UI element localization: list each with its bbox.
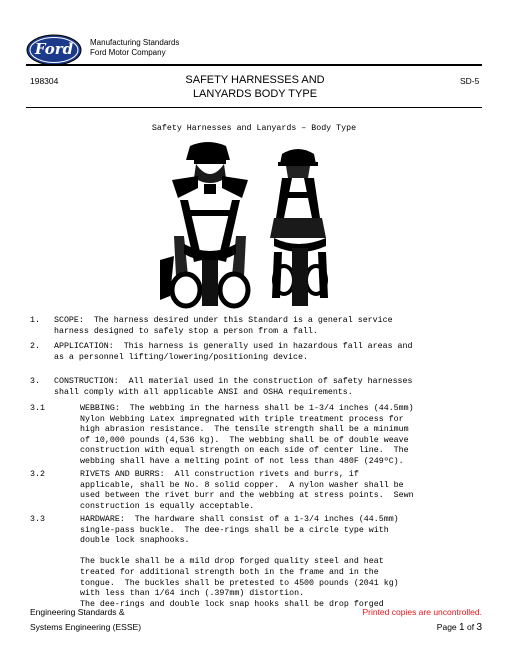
section-line: harness designed to safely stop a person from a fall.: [54, 326, 318, 336]
section-text: [80, 470, 480, 512]
ford-logo-text: Ford: [34, 40, 74, 58]
section-line: as a personnel lifting/lowering/positioning device.: [54, 352, 308, 362]
header-rule-thin: [26, 107, 482, 108]
section-line: webbing shall have a melting point of not less than 480F (249ºC).: [80, 456, 404, 466]
section-line: WEBBING: The webbing in the harness shall be 1-3/4 inches (44.5mm): [80, 404, 414, 413]
title-line-1: SAFETY HARNESSES AND: [185, 74, 325, 86]
document-title: [150, 73, 360, 101]
section-line: [80, 547, 480, 558]
section-line: HARDWARE: The hardware shall consist of a 1-3/4 inches (44.5mm): [80, 515, 399, 524]
page-word: Page: [436, 622, 457, 632]
section-line: high abrasion resistance. The tensile strength shall be a minimum: [80, 425, 409, 435]
title-line-2: LANYARDS BODY TYPE: [192, 88, 318, 100]
section-line: single-pass buckle. The dee-rings shall be a circle type with: [80, 525, 389, 535]
footer-left: [30, 605, 141, 635]
section-line: double lock snaphooks.: [80, 536, 190, 546]
section-text: [80, 515, 480, 610]
section-line: The dee-rings and double lock snap hooks shall be drop forged: [80, 599, 384, 609]
section-number: 3.1: [30, 404, 45, 413]
section-line: with less than 1/64 inch (.397mm) distortion.: [80, 589, 305, 599]
page-total: 3: [476, 622, 482, 633]
section-text: [54, 316, 454, 337]
document-code: SD-5: [460, 76, 480, 86]
section-line: CONSTRUCTION: All material used in the construction of safety harnesses: [54, 377, 413, 386]
section-number: 3.2: [30, 470, 45, 479]
page-number: 1: [459, 622, 465, 633]
footer-right: [300, 605, 482, 635]
footer-dept-line-1: Engineering Standards &: [30, 607, 125, 617]
company-line-2: Ford Motor Company: [90, 48, 166, 57]
figure-caption: Safety Harnesses and Lanyards – Body Type: [151, 124, 357, 133]
section-text: [54, 342, 454, 363]
section-line: Nylon Webbing Latex impregnated with triple treatment process for: [80, 414, 404, 424]
section-line: The buckle shall be a mild drop forged quality steel and heat: [80, 557, 384, 567]
section-line: shall comply with all applicable ANSI and OSHA requirements.: [54, 387, 353, 397]
section-line: of 10,000 pounds (4,536 kg). The webbing shall be of double weave: [80, 435, 409, 445]
of-word: of: [466, 622, 475, 632]
harness-photo: [150, 140, 360, 310]
section-line: tongue. The buckles shall be pretested to 4500 pounds (2041 kg): [80, 578, 399, 588]
section-number: 3.3: [30, 515, 45, 524]
footer-dept-line-2: Systems Engineering (ESSE): [30, 622, 142, 632]
section-line: APPLICATION: This harness is generally used in hazardous fall areas and: [54, 342, 413, 351]
section-line: applicable, shall be No. 8 solid copper. A nylon washer shall be: [80, 480, 404, 490]
company-block: [90, 38, 179, 58]
section-line: used between the rivet burr and the webbing at stress points. Sewn: [80, 491, 414, 501]
section-number: 1.: [30, 316, 40, 325]
section-line: SCOPE: The harness desired under this Standard is a general service: [54, 316, 393, 325]
section-text: [80, 404, 480, 468]
section-line: construction with equal strength on each side of center line. The: [80, 446, 409, 456]
section-line: RIVETS AND BURRS: All construction rivets and burrs, if: [80, 470, 359, 479]
section-number: 3.: [30, 377, 40, 386]
header-rule-thick: [26, 64, 482, 66]
section-number: 2.: [30, 342, 40, 351]
page-indicator: [300, 620, 482, 635]
company-line-1: Manufacturing Standards: [90, 38, 180, 47]
section-line: construction is equally acceptable.: [80, 501, 255, 511]
document-number: 198304: [30, 76, 59, 86]
section-text: [54, 377, 454, 398]
uncontrolled-notice: Printed copies are uncontrolled.: [362, 607, 482, 617]
section-line: treated for additional strength both in the frame and in the: [80, 567, 379, 577]
